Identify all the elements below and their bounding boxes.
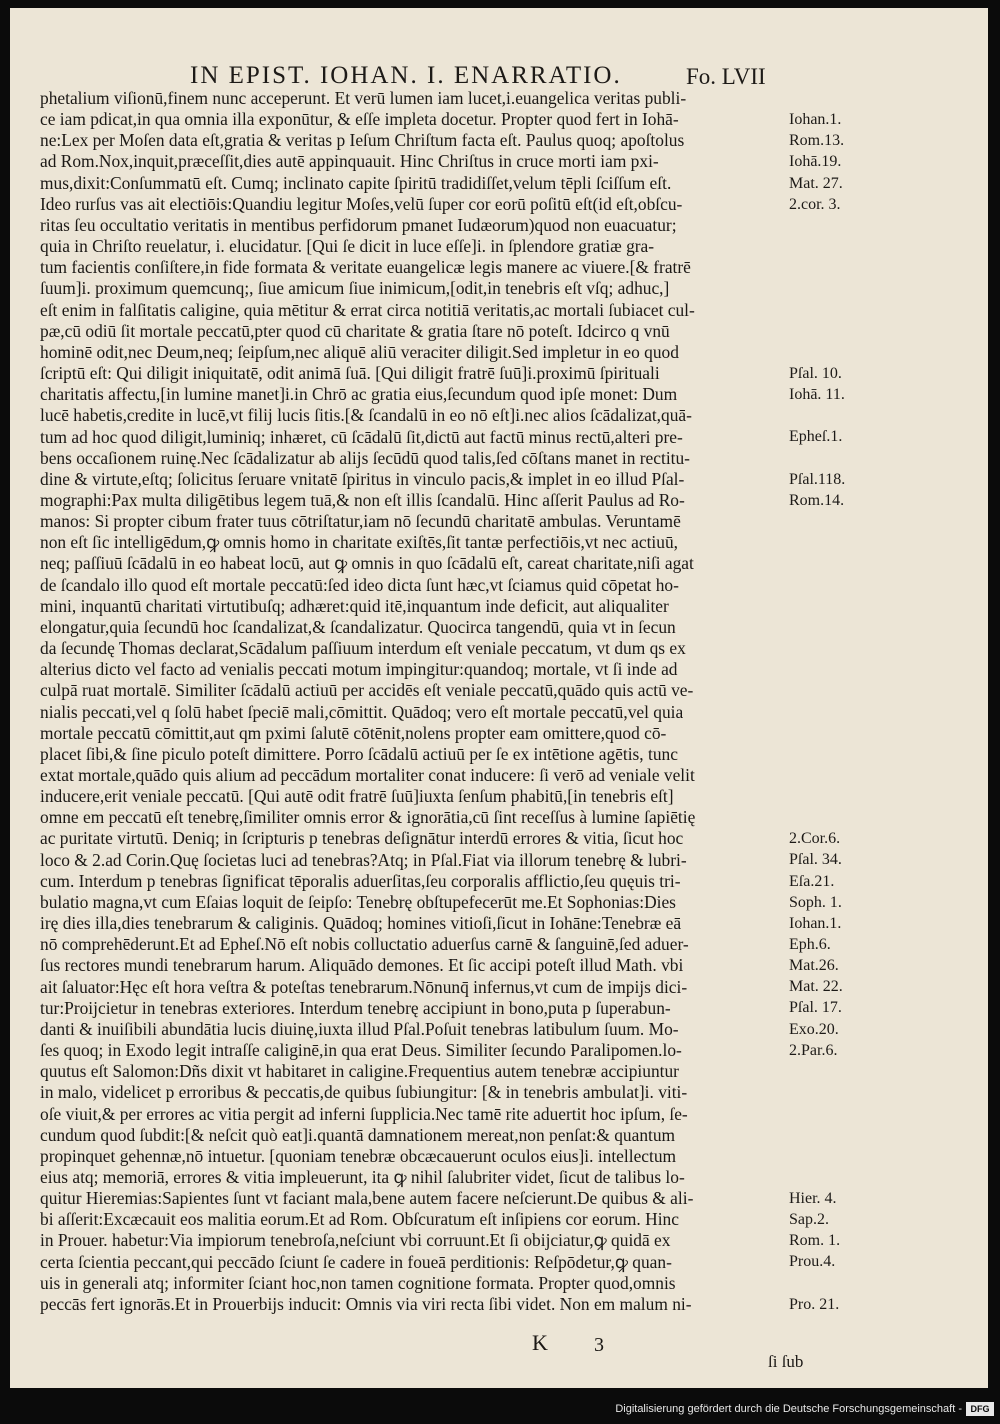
text-line: omne em peccatū eſt tenebrę,ſimiliter omnis error & ignorātia,cū ſint receſſus à lumine ſapiētię bbox=[40, 807, 696, 828]
margin-note: Mat. 22. bbox=[789, 978, 843, 996]
text-line: irę dies illa,dies tenebrarum & caliginis. Quādoq; homines vitioſi,ſicut in Iohāne:Tenebræ eā bbox=[40, 913, 682, 934]
text-line: ac puritate virtutū. Deniq; in ſcripturis p tenebras deſignātur interdū errores & vitia, ſicut hoc bbox=[40, 828, 684, 849]
text-line: da ſecundę Thomas declarat,Scādalum paſſiuum interdum eſt veniale peccatum, vt dum qs ex bbox=[40, 638, 686, 659]
margin-note: Pſal. 17. bbox=[789, 999, 842, 1017]
margin-note: Sap.2. bbox=[789, 1210, 829, 1228]
text-line: hominē odit,nec Deum,neq; ſeipſum,nec aliquē aliū veraciter diligit.Sed impletur in eo quod bbox=[40, 341, 679, 362]
text-line: bens occaſionem ruinę.Nec ſcādalizatur ab alijs ſecūdū quod talis,ſed cōſtans manet in rectitu- bbox=[40, 447, 690, 468]
text-line: de ſcandalo illo quod eſt mortale peccatū:ſed ideo dicta ſunt hæc,vt ſciamus quid cōpetat ho- bbox=[40, 574, 679, 595]
margin-note: Rom.13. bbox=[789, 132, 845, 150]
text-line: ſus rectores mundi tenebrarum harum. Aliquādo demones. Et ſic accipi poteſt illud Math. vbi bbox=[40, 955, 684, 976]
text-line: pæ,cū odiū ſit mortale peccatū,pter quod cū charitate & gratia ſtare nō poteſt. Idcirco q vnū bbox=[40, 320, 670, 341]
margin-note: 2.cor. 3. bbox=[789, 195, 841, 213]
signature-mark: K bbox=[532, 1330, 548, 1355]
dfg-logo: DFG bbox=[966, 1402, 994, 1416]
text-line: loco & 2.ad Corin.Quę ſocietas luci ad tenebras?Atq; in Pſal.Fiat via illorum tenebrę & lubri- bbox=[40, 849, 687, 870]
text-line: phetalium viſionū,finem nunc acceperunt. Et verū lumen iam lucet,i.euangelica veritas publi- bbox=[40, 88, 687, 108]
text-line: placet ſibi,& ſine piculo poteſt dimittere. Porro ſcādalū actiuū per ſe ex intētione agētis, tunc bbox=[40, 743, 678, 764]
text-line: non eſt ſic intelligēdum,ꝙ omnis homo in charitate exiſtēs,ſit tantæ perfectiōis,vt nec actiuū, bbox=[40, 532, 679, 553]
text-line: certa ſcientia peccant,qui peccādo ſciunt ſe cadere in foueā perditionis: Reſpōdetur,ꝙ quan- bbox=[40, 1251, 672, 1272]
text-line: neq; paſſiuū ſcādalū in eo habeat locū, aut ꝙ omnis in quo ſcādalū eſt, careat charitate,niſi agat bbox=[40, 553, 694, 574]
text-line: propinquet gehennæ,nō intuetur. [quoniam tenebræ obcæcauerunt oculos eius]i. intellectum bbox=[40, 1145, 677, 1166]
text-line: in malo, videlicet p erroribus & peccatis,de quibus ſubiungitur: [& in tenebris ambulat]i. viti- bbox=[40, 1082, 688, 1103]
text-line: cum. Interdum p tenebras ſignificat tēporalis aduerſitas,ſeu corporalis afflictio,ſeu quęuis tri- bbox=[40, 870, 681, 891]
text-line: ſcriptū eſt: Qui diligit iniquitatē, odit animā ſuā. [Qui diligit fratrē ſuū]i.proximū ſpirituali bbox=[40, 363, 660, 384]
margin-note: Eſa.21. bbox=[789, 872, 835, 890]
text-line: ſes quoq; in Exodo legit intraſſe caliginē,in qua erat Deus. Similiter ſecundo Paralipomen.lo- bbox=[40, 1040, 682, 1061]
text-line: mortale peccatū cōmittit,aut qm pximi ſalutē cōtēnit,nolens propter eam omittere,quod cō- bbox=[40, 722, 667, 743]
text-line: ait ſaluator:Hęc eſt hora veſtra & poteſtas tenebrarum.Nōnunq̄ infernus,vt cum de impijs dici- bbox=[40, 976, 688, 997]
text-line: tum facientis conſiſtere,in fide formata & veritate euangelicæ legis manere ac viuere.[& fratrē bbox=[40, 257, 691, 278]
text-line: quutus eſt Salomon:Dñs dixit vt habitaret in caligine.Frequentius autem tenebræ accipiuntur bbox=[40, 1061, 679, 1082]
text-line: bi aſſerit:Excæcauit eos malitia eorum.Et ad Rom. Obſcuratum eſt inſipiens cor eorum. Hinc bbox=[40, 1209, 679, 1230]
signature-number: 3 bbox=[594, 1334, 604, 1356]
text-line: manos: Si propter cibum frater tuus cōtriſtatur,iam nō ſecundū charitatē ambulas. Veruntamē bbox=[40, 511, 681, 532]
folio-number: Fo. LVII bbox=[686, 64, 766, 89]
page-content bbox=[10, 8, 988, 1388]
text-line: extat mortale,quādo quis alium ad peccādum mortaliter conat inducere: ſi verō ad veniale velit bbox=[40, 765, 695, 785]
margin-note: Pro. 21. bbox=[789, 1295, 840, 1313]
margin-note: Pſal. 10. bbox=[789, 364, 842, 382]
margin-note: 2.Par.6. bbox=[789, 1041, 838, 1059]
text-line: quia in Chriſto reuelatur, i. elucidatur. [Qui ſe dicit in luce eſſe]i. in ſplendore gratiæ gra- bbox=[40, 236, 655, 257]
margin-note: Rom. 1. bbox=[789, 1232, 841, 1250]
digitization-credit: Digitalisierung gefördert durch die Deutsche Forschungsgemeinschaft - bbox=[615, 1403, 962, 1415]
margin-note: Mat.26. bbox=[789, 957, 839, 975]
catchword: ſi ſub bbox=[768, 1352, 804, 1371]
margin-note: Eph.6. bbox=[789, 936, 831, 953]
text-line: mini, inquantū charitati virtutibuſq; adhæret:quid itē,inquantum inde deficit, aut aliqualiter bbox=[40, 595, 669, 616]
margin-note: Iohā.19. bbox=[789, 153, 842, 171]
text-line: peccās fert ignorās.Et in Prouerbijs inducit: Omnis via viri recta ſibi videt. Non em malum ni- bbox=[40, 1293, 692, 1314]
margin-note: Pſal. 34. bbox=[789, 851, 842, 869]
text-line: tum ad hoc quod diligit,luminiq; inhæret, cū ſcādalū ſit,dictū aut factū minus rectū,alteri pre- bbox=[40, 426, 683, 447]
text-line: lucē habetis,credite in lucē,vt filij lucis ſitis.[& ſcandalū in eo nō eſt]i.nec alios ſcādalizat,quā- bbox=[40, 405, 692, 426]
text-line: tur:Proijcietur in tenebras exteriores. Interdum tenebrę accipiunt in bono,puta p ſuperabun- bbox=[40, 997, 671, 1018]
text-line: charitatis affectu,[in lumine manet]i.in Chrō ac gratia eius,ſecundum quod ipſe monet: Dum bbox=[40, 384, 678, 405]
text-line: quitur Hieremias:Sapientes ſunt vt faciant mala,bene autem facere neſcierunt.De quibus & ali- bbox=[40, 1188, 694, 1209]
margin-note: Epheſ.1. bbox=[789, 428, 843, 446]
text-line: in Prouer. habetur:Via impiorum tenebroſa,neſciunt vbi corruunt.Et ſi obijciatur,ꝙ quidā ex bbox=[40, 1230, 671, 1251]
margin-note: Exo.20. bbox=[789, 1020, 839, 1038]
text-line: elongatur,quia ſecundū hoc ſcandalizat,& ſcandalizatur. Quocirca tangendū, quia vt in ſecun bbox=[40, 616, 676, 637]
text-line: inducere,erit veniale peccatū. [Qui autē odit fratrē ſuū]iuxta ſenſum phabitū,[in tenebris eſt] bbox=[40, 786, 674, 807]
text-line: ne:Lex per Moſen data eſt,gratia & veritas p Ieſum Chriſtum facta eſt. Paulus quoq; apoſtolus bbox=[40, 130, 685, 151]
margin-note: Hier. 4. bbox=[789, 1189, 837, 1207]
text-line: alterius dicto vel facto ad venialis peccati motum impingitur:quandoq; mortale, vt ſi inde ad bbox=[40, 659, 678, 680]
text-line: dine & virtute,eſtq; ſolicitus ſeruare vnitatē ſpiritus in vinculo pacis,& implet in eo illud Pſal- bbox=[40, 468, 685, 489]
running-title: IN EPIST. IOHAN. I. ENARRATIO. bbox=[190, 62, 622, 89]
margin-note: Iohā. 11. bbox=[789, 386, 845, 404]
text-line: eſt enim in falſitatis caligine, quia mētitur & errat circa notitiā veritatis,ac mortali ſubiacet cul- bbox=[40, 299, 695, 320]
text-line: nō comprehēderunt.Et ad Epheſ.Nō eſt nobis colluctatio aduerſus carnē & ſanguinē,ſed aduer- bbox=[40, 934, 689, 955]
text-line: oſe viuit,& per errores ac vitia pergit ad inferni ſupplicia.Nec tamē rite aduertit hoc ipſum, ſe- bbox=[40, 1103, 688, 1124]
text-line: eius atq; memoriā, errores & vitia impleuerunt, ita ꝙ nihil ſalubriter videt, ſicut de talibus lo- bbox=[40, 1166, 685, 1187]
text-line: mographi:Pax multa diligētibus legem tuā,& non eſt illis ſcandalū. Hinc aſſerit Paulus ad Ro- bbox=[40, 489, 685, 510]
text-line: nialis peccati,vel q ſolū habet ſpeciē mali,cōmittit. Quādoq; vero eſt mortale peccatū,vel quia bbox=[40, 701, 684, 722]
margin-note: Iohan.1. bbox=[789, 111, 842, 129]
text-line: bulatio magna,vt cum Eſaias loquit de ſeipſo: Tenebrę obſtupefecerūt me.Et Sophonias:Dies bbox=[40, 891, 676, 912]
margin-note: Soph. 1. bbox=[789, 893, 842, 911]
text-line: Ideo rurſus vas ait electiōis:Quandiu legitur Moſes,velū ſuper cor eorū poſitū eſt(id eſt,obſcu- bbox=[40, 193, 683, 214]
text-line: mus,dixit:Conſummatū eſt. Cumq; inclinato capite ſpiritū tradidiſſet,velum tēpli ſciſſum eſt. bbox=[40, 172, 672, 193]
margin-note: Mat. 27. bbox=[789, 174, 843, 192]
text-line: ritas ſeu occultatio veritatis in mentibus perfidorum pmanet Iudæorum)quod non euacuatur; bbox=[40, 214, 677, 235]
text-line: cundum quod ſubdit:[& neſcit quò eat]i.quantā damnationem mereat,non penſat:& quantum bbox=[40, 1124, 676, 1145]
margin-note: Rom.14. bbox=[789, 491, 845, 509]
margin-note: Iohan.1. bbox=[789, 914, 842, 932]
margin-note: Prou.4. bbox=[789, 1253, 836, 1271]
text-line: culpā ruat mortalē. Similiter ſcādalū actiuū per accidēs eſt veniale peccatū,quādo quis actū ve- bbox=[40, 680, 694, 701]
text-line: ſuum]i. proximum quemcunq;, ſiue amicum ſiue inimicum,[odit,in tenebris eſt vſq; adhuc,] bbox=[40, 278, 670, 299]
margin-note: 2.Cor.6. bbox=[789, 830, 841, 848]
margin-note: Pſal.118. bbox=[789, 470, 846, 488]
scanned-page bbox=[10, 8, 988, 1388]
text-line: ad Rom.Nox,inquit,præceſſit,dies autē appinquauit. Hinc Chriſtus in cruce morti iam pxi- bbox=[40, 151, 659, 172]
text-line: danti & inuiſibili abundātia lucis diuinę,iuxta illud Pſal.Poſuit tenebras latibulum ſuum. Mo- bbox=[40, 1018, 679, 1039]
body-text bbox=[40, 88, 792, 1315]
text-line: uis in generali atq; informiter ſciant hoc,non tamen cognitione formata. Propter quod,omnis bbox=[40, 1272, 676, 1293]
text-line: ce iam pdicat,in qua omnia illa exponūtur, & eſſe impleta docetur. Propter quod fert in Iohā- bbox=[40, 109, 679, 130]
